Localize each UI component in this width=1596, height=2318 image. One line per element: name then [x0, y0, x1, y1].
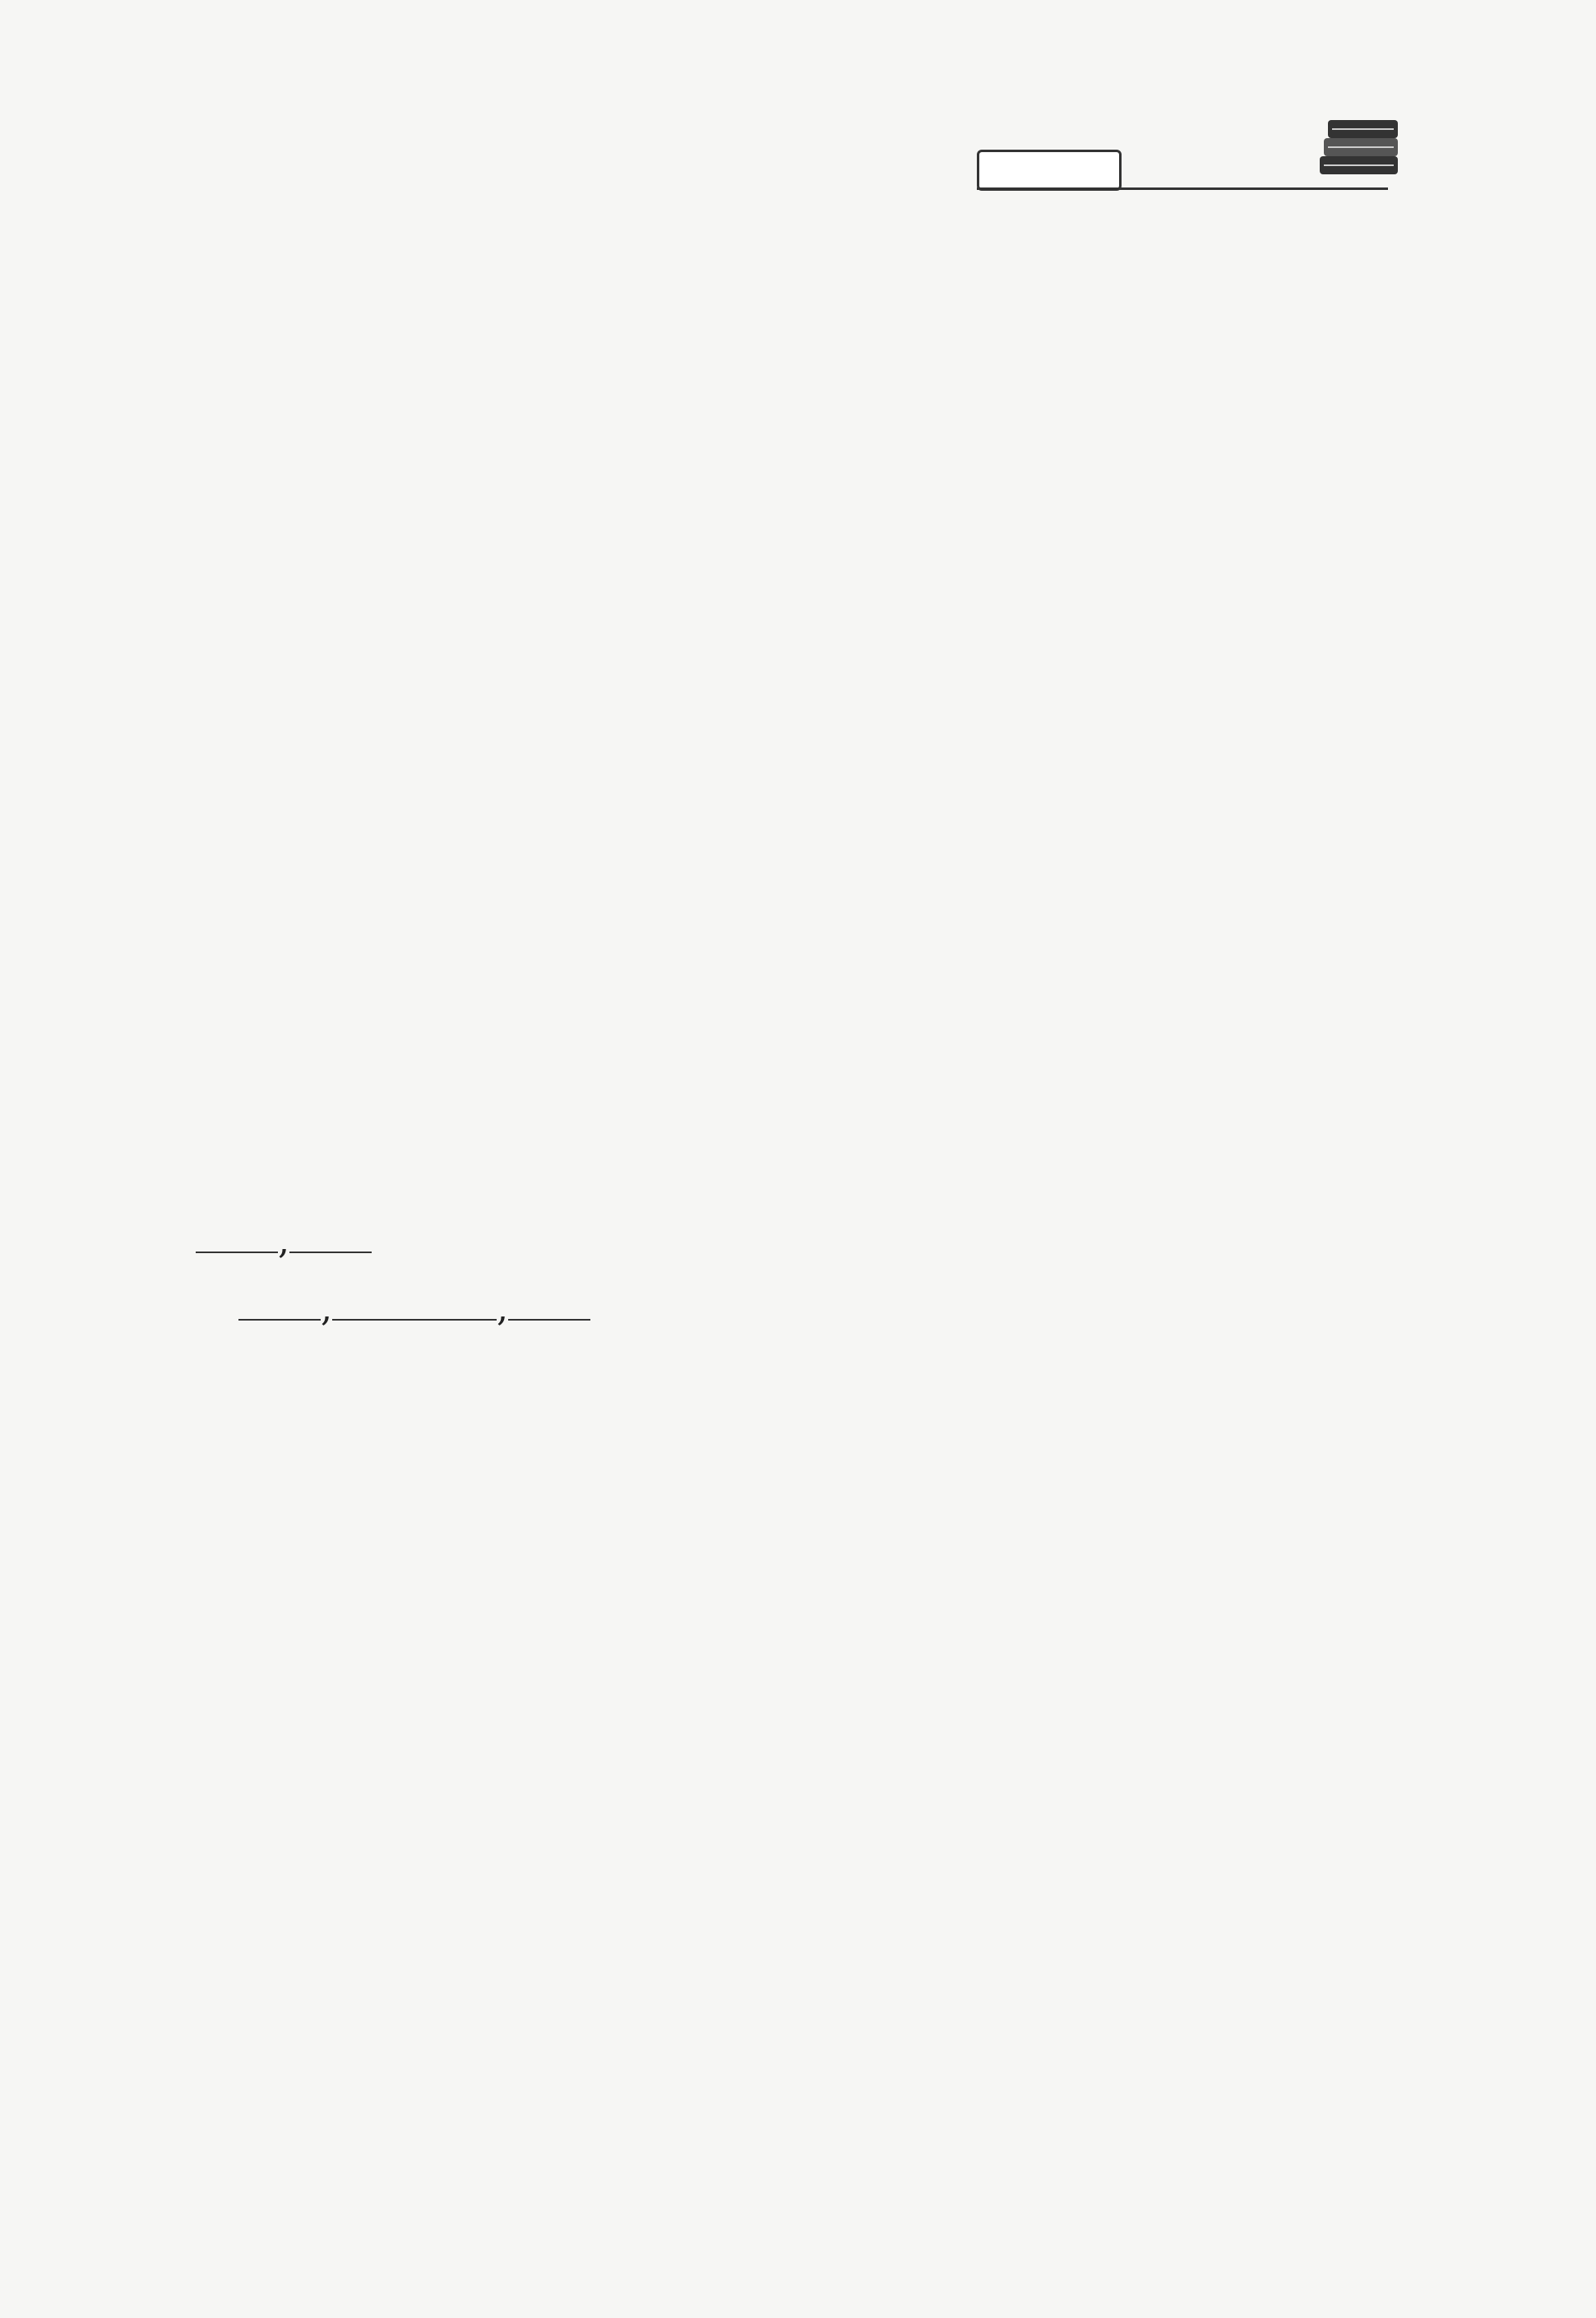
s5-q1-line1: ,: [196, 1224, 372, 1260]
grade-label: [977, 150, 1122, 191]
answer-c-y: [508, 1317, 590, 1321]
books-icon: [1316, 107, 1406, 189]
figure-2: [1044, 689, 1324, 1076]
answer-b-y: [332, 1317, 414, 1321]
q3-line: [238, 281, 296, 317]
answer-c-x: [414, 1317, 497, 1321]
answer-b-x: [238, 1317, 321, 1321]
s5-q1-line2: , ,: [238, 1291, 590, 1327]
answer-a-y: [289, 1250, 372, 1253]
q4-line1: [196, 419, 278, 456]
answer-a-x: [196, 1250, 278, 1253]
figure-1: [230, 691, 970, 1184]
